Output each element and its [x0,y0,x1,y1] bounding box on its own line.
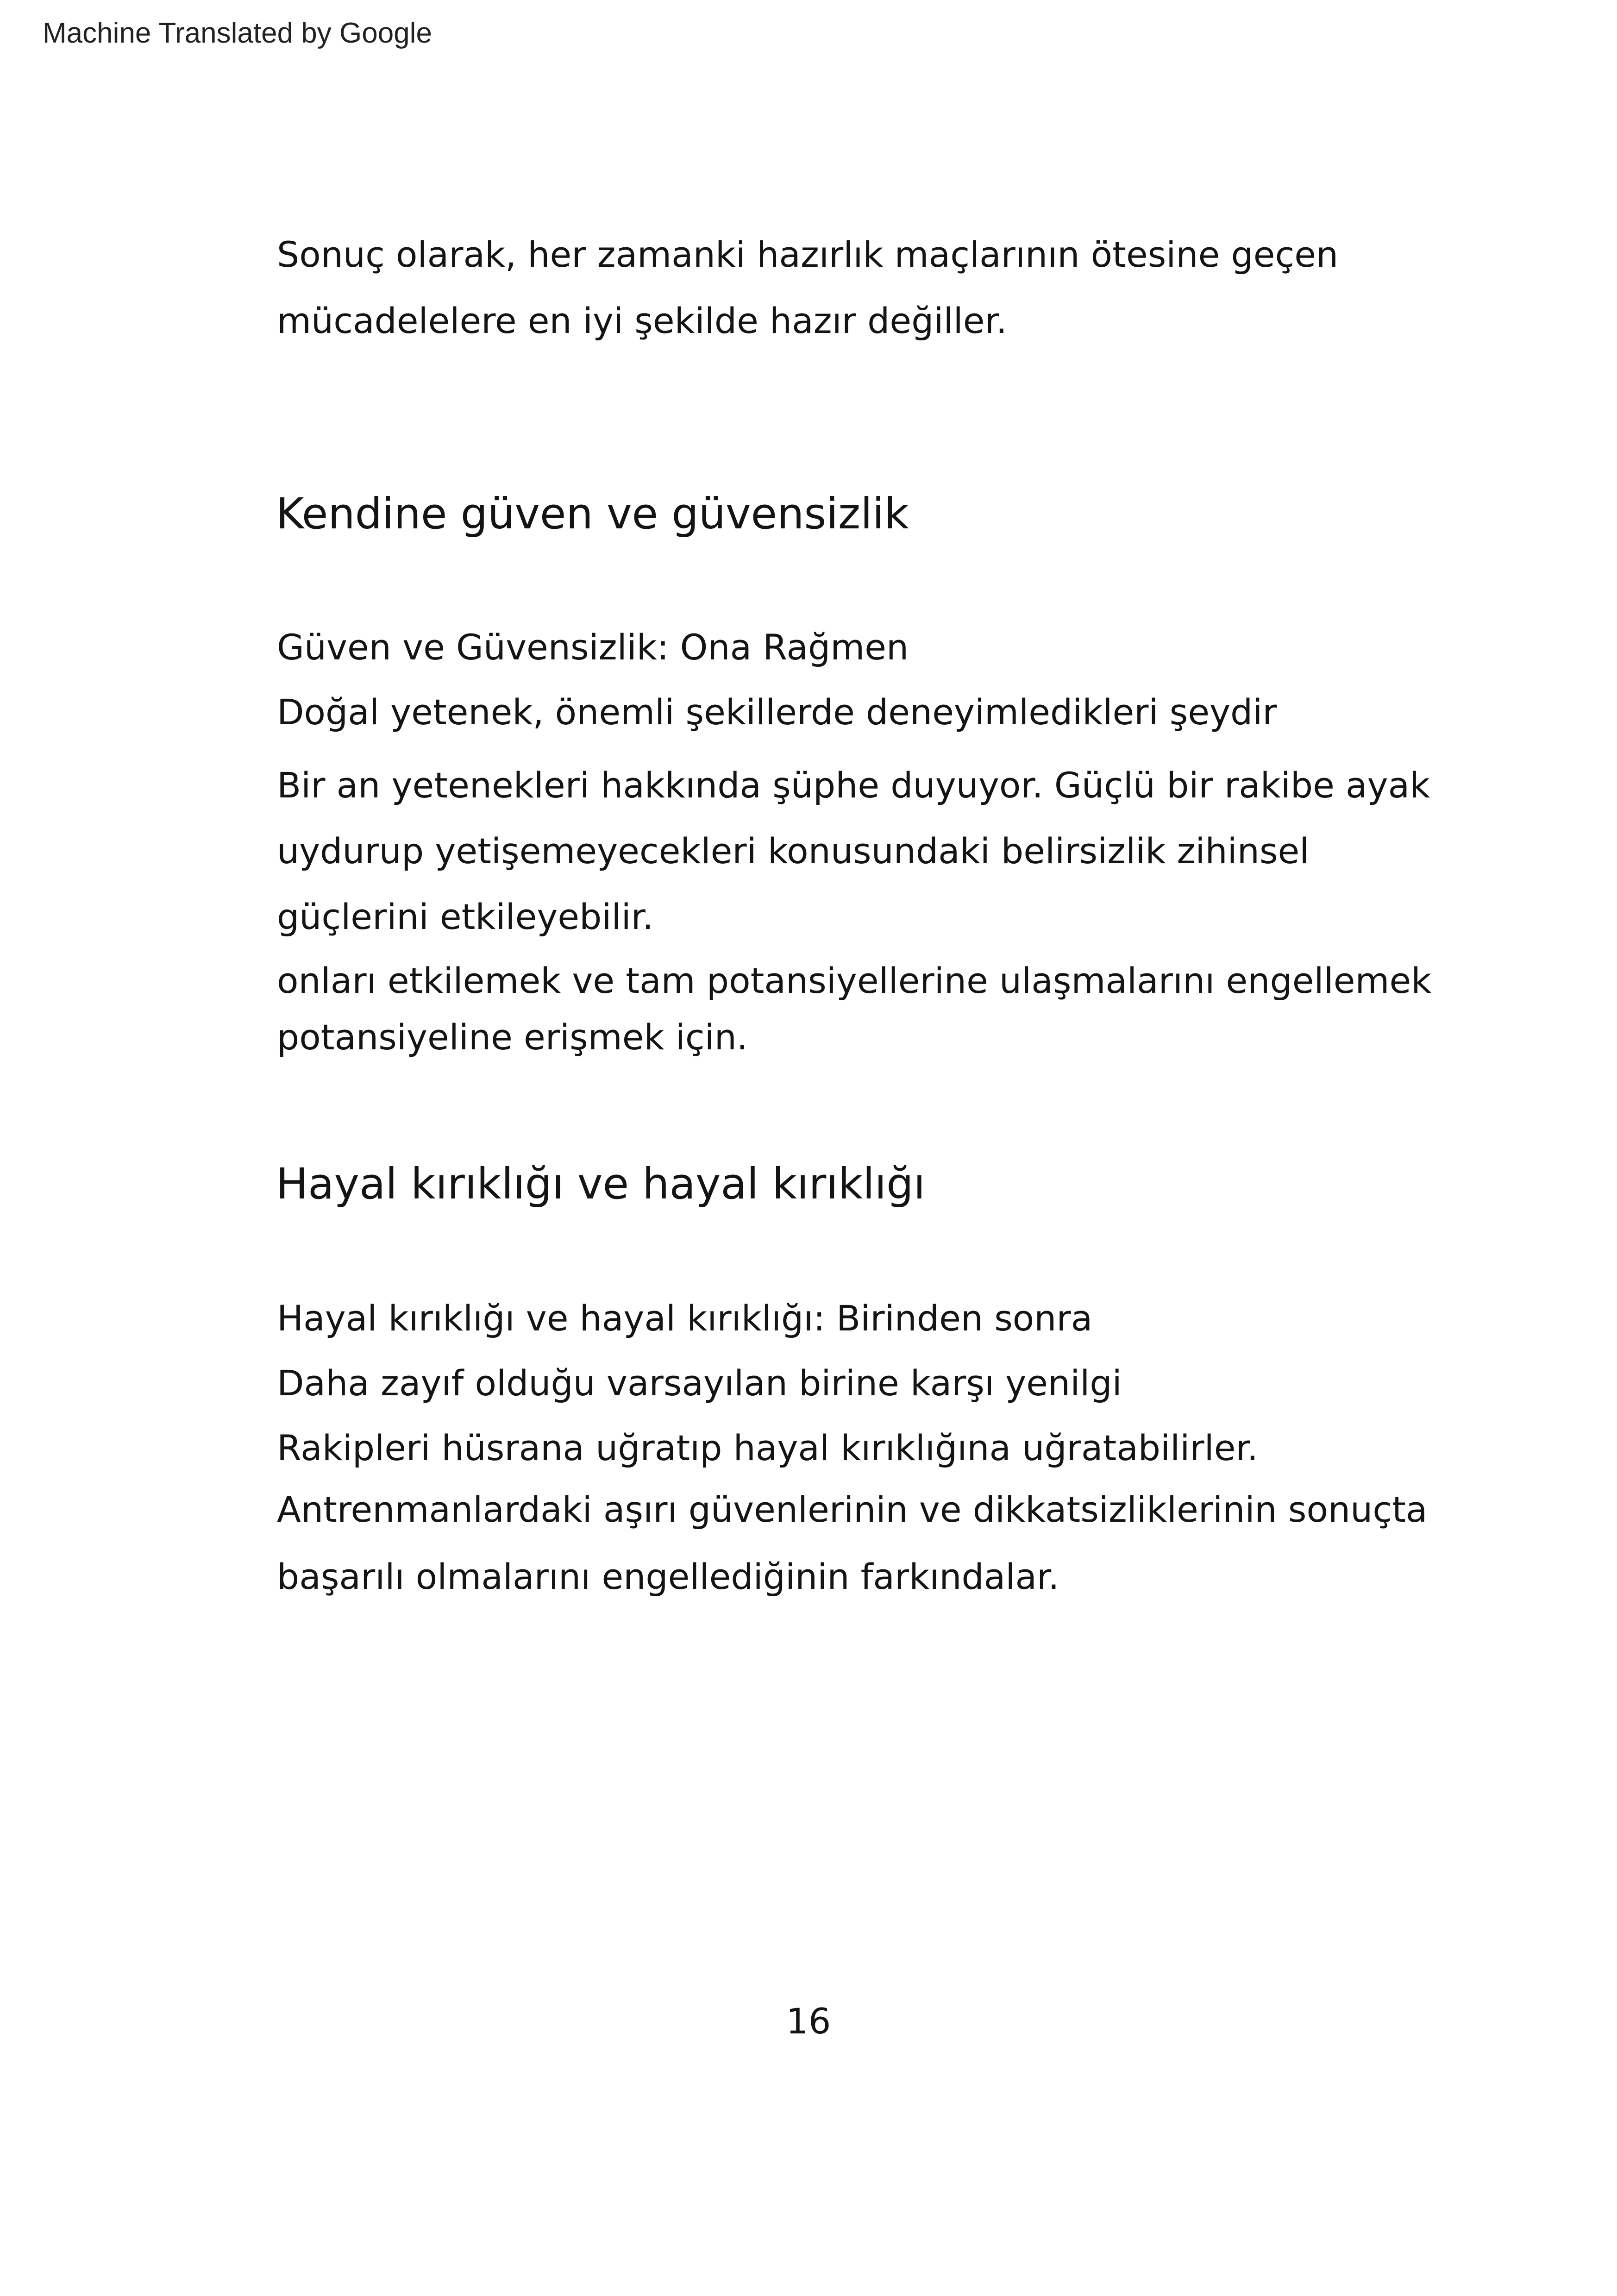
intro-line-1: Sonuç olarak, her zamanki hazırlık maçlarının ötesine geçen [277,234,1339,275]
section2-line-2: Daha zayıf olduğu varsayılan birine karşı yenilgi [277,1362,1122,1404]
section1-line-6: onları etkilemek ve tam potansiyellerine ulaşmalarını engellemek [277,960,1432,1001]
section1-line-4: uydurup yetişemeyecekleri konusundaki belirsizlik zihinsel [277,830,1310,872]
section2-line-1: Hayal kırıklığı ve hayal kırıklığı: Birinden sonra [277,1298,1093,1339]
section-heading-confidence: Kendine güven ve güvensizlik [276,489,909,539]
section1-line-7: potansiyeline erişmek için. [277,1016,748,1058]
section1-line-2: Doğal yetenek, önemli şekillerde deneyimledikleri şeydir [277,691,1277,733]
section2-line-4: Antrenmanlardaki aşırı güvenlerinin ve dikkatsizliklerinin sonuçta [277,1489,1428,1530]
section2-line-3: Rakipleri hüsrana uğratıp hayal kırıklığına uğratabilirler. [277,1427,1258,1468]
section1-line-1: Güven ve Güvensizlik: Ona Rağmen [277,627,909,668]
page-number: 16 [786,2001,831,2042]
section2-line-5: başarılı olmalarını engellediğinin farkındalar. [277,1556,1059,1597]
section-heading-disappointment: Hayal kırıklığı ve hayal kırıklığı [276,1159,926,1209]
section1-line-3: Bir an yetenekleri hakkında şüphe duyuyor. Güçlü bir rakibe ayak [277,765,1430,806]
section1-line-5: güçlerini etkileyebilir. [277,896,654,937]
machine-translation-label: Machine Translated by Google [43,17,432,49]
intro-line-2: mücadelelere en iyi şekilde hazır değiller. [277,300,1007,341]
